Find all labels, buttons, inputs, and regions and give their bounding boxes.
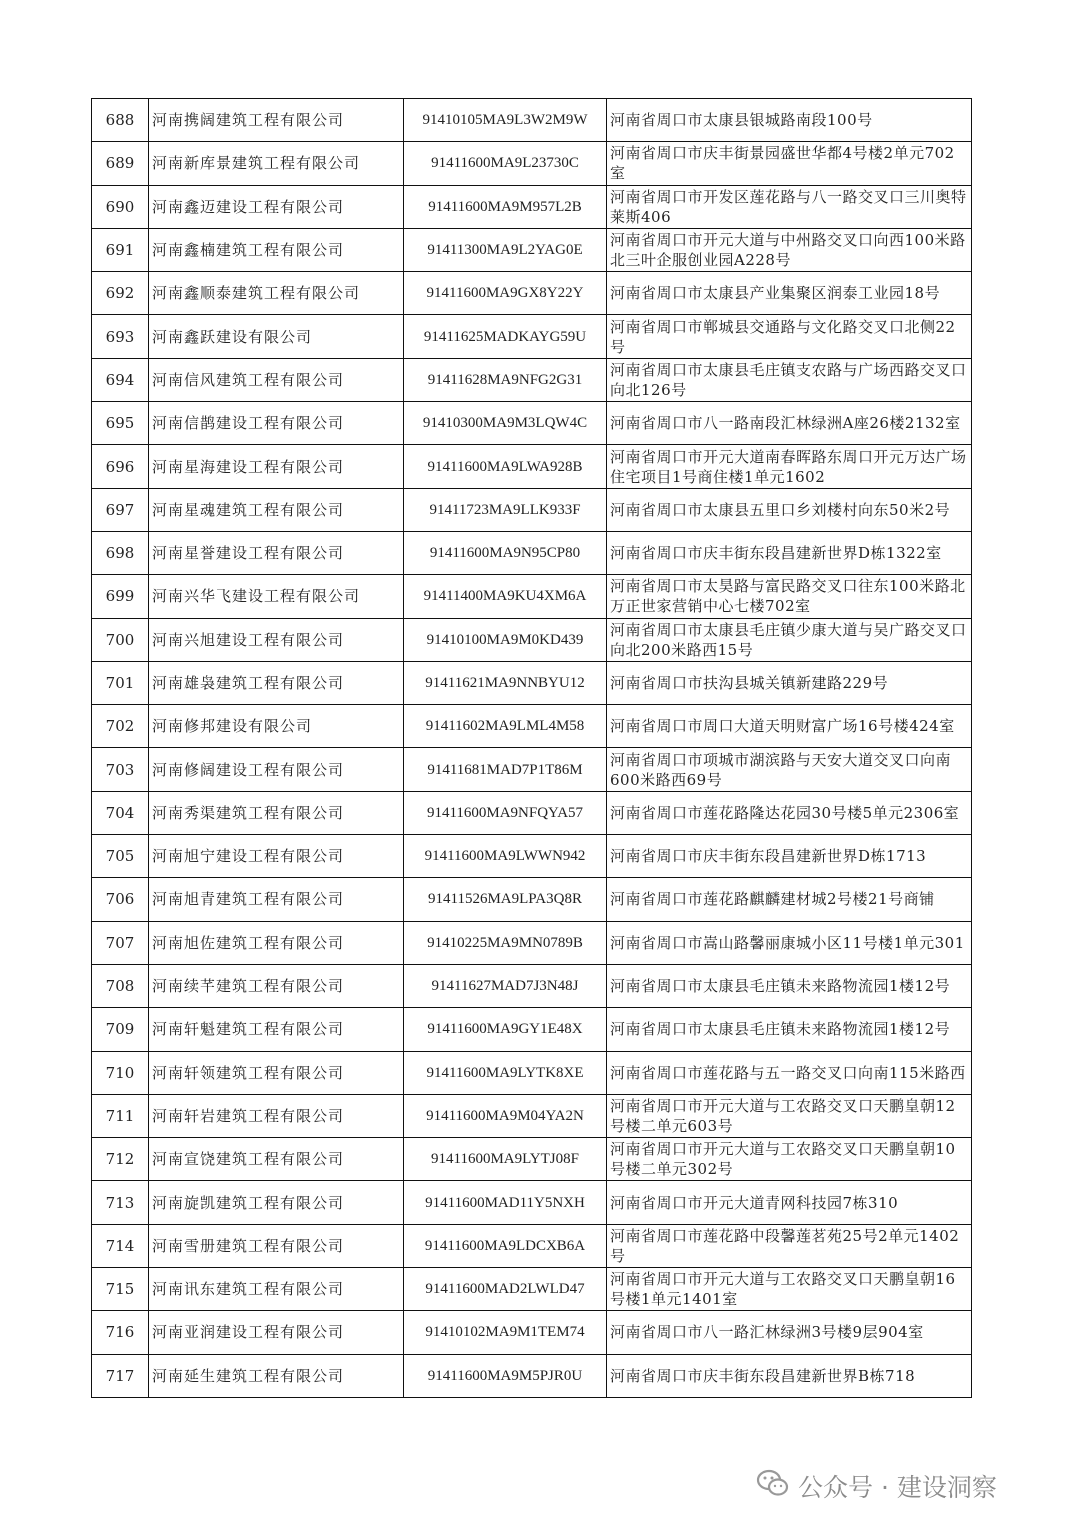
row-number: 705 [92, 835, 149, 878]
credit-code: 91411600MA9M5PJR0U [404, 1354, 607, 1397]
row-number: 696 [92, 445, 149, 488]
table-row [92, 661, 972, 704]
table-row [92, 1268, 972, 1311]
credit-code: 91411600MA9M957L2B [404, 185, 607, 228]
credit-code: 91411600MA9GY1E48X [404, 1008, 607, 1051]
company-name: 河南信鹊建设工程有限公司 [149, 402, 404, 445]
address: 河南省周口市庆丰街东段昌建新世界D栋1713 [607, 835, 972, 878]
table-row [92, 1008, 972, 1051]
address: 河南省周口市八一路汇林绿洲3号楼9层904室 [607, 1311, 972, 1354]
company-name: 河南新库景建筑工程有限公司 [149, 142, 404, 185]
credit-code: 91411627MAD7J3N48J [404, 964, 607, 1007]
company-name: 河南雪册建筑工程有限公司 [149, 1224, 404, 1267]
company-name: 河南兴旭建设工程有限公司 [149, 618, 404, 661]
credit-code: 91411600MA9NFQYA57 [404, 791, 607, 834]
company-name: 河南续芊建筑工程有限公司 [149, 964, 404, 1007]
row-number: 699 [92, 575, 149, 618]
company-name: 河南雄袅建筑工程有限公司 [149, 661, 404, 704]
table-row [92, 921, 972, 964]
credit-code: 91411600MA9LYTK8XE [404, 1051, 607, 1094]
table-row [92, 748, 972, 791]
credit-code: 91411600MA9LWA928B [404, 445, 607, 488]
row-number: 703 [92, 748, 149, 791]
table-row [92, 1181, 972, 1224]
address: 河南省周口市开元大道青网科技园7栋310 [607, 1181, 972, 1224]
row-number: 694 [92, 358, 149, 401]
table-row [92, 964, 972, 1007]
wechat-icon [756, 1468, 790, 1504]
table-row [92, 705, 972, 748]
row-number: 706 [92, 878, 149, 921]
company-name: 河南旭青建筑工程有限公司 [149, 878, 404, 921]
address: 河南省周口市太昊路与富民路交叉口往东100米路北万正世家营销中心七楼702室 [607, 575, 972, 618]
company-name: 河南兴华飞建设工程有限公司 [149, 575, 404, 618]
credit-code: 91411600MA9L23730C [404, 142, 607, 185]
table-row [92, 142, 972, 185]
row-number: 693 [92, 315, 149, 358]
row-number: 690 [92, 185, 149, 228]
company-name: 河南修阔建设工程有限公司 [149, 748, 404, 791]
table-row [92, 445, 972, 488]
credit-code: 91411602MA9LML4M58 [404, 705, 607, 748]
address: 河南省周口市开元大道南春晖路东周口开元万达广场住宅项目1号商住楼1单元1602 [607, 445, 972, 488]
company-name: 河南轩领建筑工程有限公司 [149, 1051, 404, 1094]
table-row [92, 99, 972, 142]
row-number: 711 [92, 1094, 149, 1137]
watermark-text: 公众号 · 建设洞察 [798, 1473, 997, 1502]
credit-code: 91411681MAD7P1T86M [404, 748, 607, 791]
address: 河南省周口市太康县毛庄镇少康大道与吴广路交叉口向北200米路西15号 [607, 618, 972, 661]
table-row [92, 228, 972, 271]
address: 河南省周口市项城市湖滨路与天安大道交叉口向南600米路西69号 [607, 748, 972, 791]
table-row [92, 185, 972, 228]
address: 河南省周口市莲花路麒麟建材城2号楼21号商铺 [607, 878, 972, 921]
address: 河南省周口市八一路南段汇林绿洲A座26楼2132室 [607, 402, 972, 445]
credit-code: 91411526MA9LPA3Q8R [404, 878, 607, 921]
address: 河南省周口市太康县产业集聚区润泰工业园18号 [607, 272, 972, 315]
address: 河南省周口市嵩山路馨丽康城小区11号楼1单元301 [607, 921, 972, 964]
credit-code: 91411625MADKAYG59U [404, 315, 607, 358]
table-row [92, 1051, 972, 1094]
row-number: 710 [92, 1051, 149, 1094]
row-number: 708 [92, 964, 149, 1007]
watermark [756, 1468, 997, 1504]
address: 河南省周口市扶沟县城关镇新建路229号 [607, 661, 972, 704]
address: 河南省周口市周口大道天明财富广场16号楼424室 [607, 705, 972, 748]
credit-code: 91411600MA9GX8Y22Y [404, 272, 607, 315]
credit-code: 91411600MAD2LWLD47 [404, 1268, 607, 1311]
table-row [92, 1138, 972, 1181]
company-name: 河南星海建设工程有限公司 [149, 445, 404, 488]
table-row [92, 358, 972, 401]
company-name: 河南星誉建设工程有限公司 [149, 531, 404, 574]
address: 河南省周口市庆丰街景园盛世华都4号楼2单元702室 [607, 142, 972, 185]
address: 河南省周口市太康县银城路南段100号 [607, 99, 972, 142]
credit-code: 91410105MA9L3W2M9W [404, 99, 607, 142]
credit-code: 91411300MA9L2YAG0E [404, 228, 607, 271]
credit-code: 91410300MA9M3LQW4C [404, 402, 607, 445]
credit-code: 91411400MA9KU4XM6A [404, 575, 607, 618]
company-name: 河南延生建筑工程有限公司 [149, 1354, 404, 1397]
credit-code: 91411600MAD11Y5NXH [404, 1181, 607, 1224]
row-number: 695 [92, 402, 149, 445]
address: 河南省周口市太康县毛庄镇支农路与广场西路交叉口向北126号 [607, 358, 972, 401]
company-name: 河南旭佐建筑工程有限公司 [149, 921, 404, 964]
address: 河南省周口市太康县毛庄镇未来路物流园1楼12号 [607, 1008, 972, 1051]
row-number: 712 [92, 1138, 149, 1181]
row-number: 713 [92, 1181, 149, 1224]
credit-code: 91410225MA9MN0789B [404, 921, 607, 964]
credit-code: 91411600MA9M04YA2N [404, 1094, 607, 1137]
address: 河南省周口市太康县毛庄镇未来路物流园1楼12号 [607, 964, 972, 1007]
company-name: 河南星魂建筑工程有限公司 [149, 488, 404, 531]
row-number: 704 [92, 791, 149, 834]
company-name: 河南旭宁建设工程有限公司 [149, 835, 404, 878]
company-name: 河南鑫顺泰建筑工程有限公司 [149, 272, 404, 315]
company-name: 河南鑫跃建设有限公司 [149, 315, 404, 358]
table-row [92, 315, 972, 358]
row-number: 715 [92, 1268, 149, 1311]
address: 河南省周口市郸城县交通路与文化路交叉口北侧22号 [607, 315, 972, 358]
address: 河南省周口市莲花路与五一路交叉口向南115米路西 [607, 1051, 972, 1094]
table-row [92, 402, 972, 445]
company-name: 河南讯东建筑工程有限公司 [149, 1268, 404, 1311]
row-number: 692 [92, 272, 149, 315]
credit-code: 91410102MA9M1TEM74 [404, 1311, 607, 1354]
company-name: 河南旋凯建筑工程有限公司 [149, 1181, 404, 1224]
credit-code: 91410100MA9M0KD439 [404, 618, 607, 661]
row-number: 698 [92, 531, 149, 574]
credit-code: 91411628MA9NFG2G31 [404, 358, 607, 401]
table-row [92, 272, 972, 315]
company-name: 河南鑫迈建设工程有限公司 [149, 185, 404, 228]
row-number: 707 [92, 921, 149, 964]
table-row [92, 618, 972, 661]
credit-code: 91411600MA9LWWN942 [404, 835, 607, 878]
address: 河南省周口市开元大道与工农路交叉口天鹏皇朝12号楼二单元603号 [607, 1094, 972, 1137]
company-name: 河南信风建筑工程有限公司 [149, 358, 404, 401]
table-row [92, 878, 972, 921]
row-number: 714 [92, 1224, 149, 1267]
row-number: 700 [92, 618, 149, 661]
row-number: 716 [92, 1311, 149, 1354]
row-number: 701 [92, 661, 149, 704]
row-number: 689 [92, 142, 149, 185]
company-name: 河南宣饶建筑工程有限公司 [149, 1138, 404, 1181]
table-row [92, 575, 972, 618]
company-name: 河南轩岩建筑工程有限公司 [149, 1094, 404, 1137]
address: 河南省周口市开元大道与中州路交叉口向西100米路北三叶企服创业园A228号 [607, 228, 972, 271]
credit-code: 91411600MA9LYTJ08F [404, 1138, 607, 1181]
company-name: 河南轩魁建筑工程有限公司 [149, 1008, 404, 1051]
company-name: 河南秀渠建筑工程有限公司 [149, 791, 404, 834]
table-row [92, 1311, 972, 1354]
table-row [92, 488, 972, 531]
credit-code: 91411600MA9N95CP80 [404, 531, 607, 574]
row-number: 688 [92, 99, 149, 142]
company-table-body [92, 99, 972, 1398]
company-table [91, 98, 972, 1398]
row-number: 717 [92, 1354, 149, 1397]
credit-code: 91411723MA9LLK933F [404, 488, 607, 531]
address: 河南省周口市开发区莲花路与八一路交叉口三川奥特莱斯406 [607, 185, 972, 228]
address: 河南省周口市庆丰街东段昌建新世界D栋1322室 [607, 531, 972, 574]
company-name: 河南亚润建设工程有限公司 [149, 1311, 404, 1354]
address: 河南省周口市太康县五里口乡刘楼村向东50米2号 [607, 488, 972, 531]
address: 河南省周口市莲花路隆达花园30号楼5单元2306室 [607, 791, 972, 834]
credit-code: 91411600MA9LDCXB6A [404, 1224, 607, 1267]
table-row [92, 835, 972, 878]
table-row [92, 1354, 972, 1397]
company-name: 河南携阔建筑工程有限公司 [149, 99, 404, 142]
row-number: 702 [92, 705, 149, 748]
table-row [92, 791, 972, 834]
address: 河南省周口市开元大道与工农路交叉口天鹏皇朝10号楼二单元302号 [607, 1138, 972, 1181]
company-name: 河南修邦建设有限公司 [149, 705, 404, 748]
table-row [92, 1094, 972, 1137]
company-name: 河南鑫楠建筑工程有限公司 [149, 228, 404, 271]
address: 河南省周口市莲花路中段馨莲茗苑25号2单元1402号 [607, 1224, 972, 1267]
table-row [92, 531, 972, 574]
credit-code: 91411621MA9NNBYU12 [404, 661, 607, 704]
address: 河南省周口市庆丰街东段昌建新世界B栋718 [607, 1354, 972, 1397]
row-number: 709 [92, 1008, 149, 1051]
address: 河南省周口市开元大道与工农路交叉口天鹏皇朝16号楼1单元1401室 [607, 1268, 972, 1311]
row-number: 691 [92, 228, 149, 271]
row-number: 697 [92, 488, 149, 531]
table-row [92, 1224, 972, 1267]
